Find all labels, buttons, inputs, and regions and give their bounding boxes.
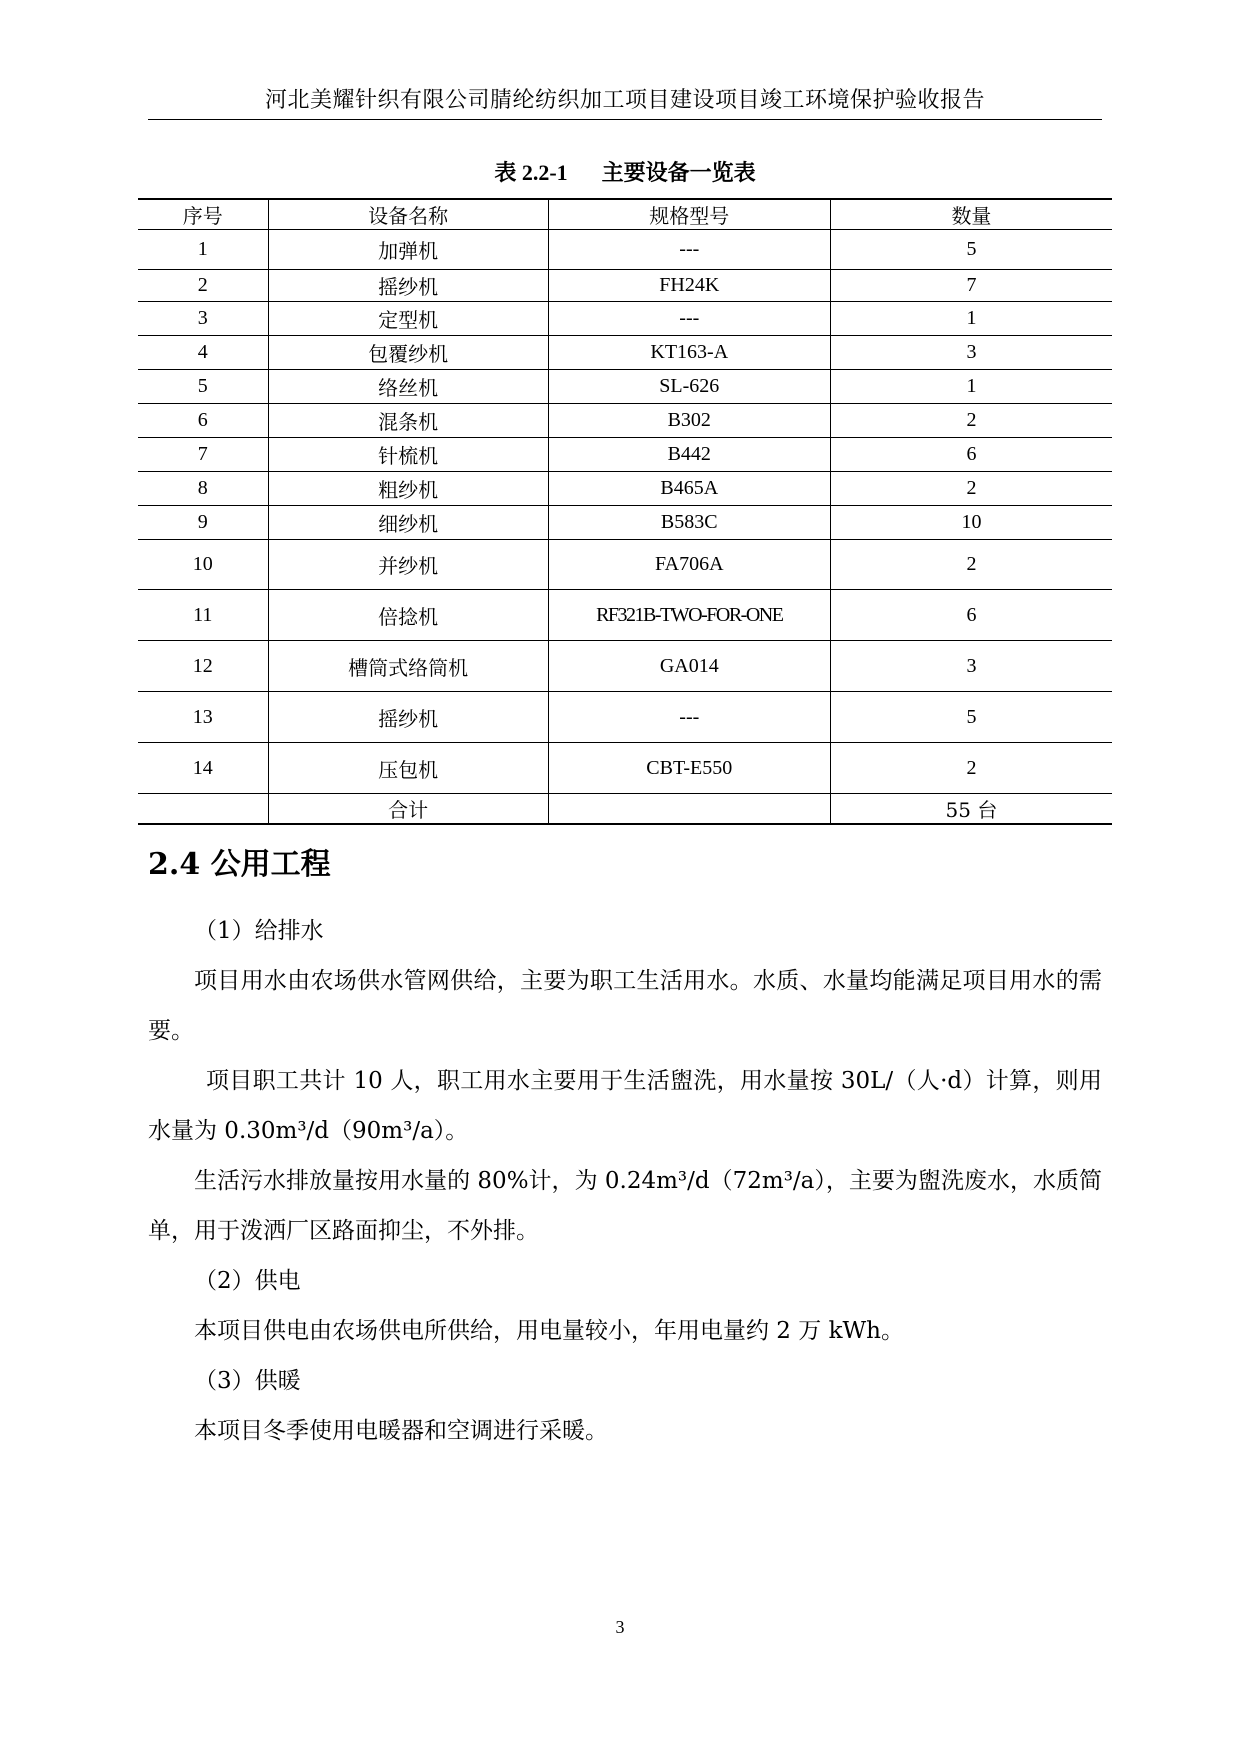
table-cell-model: --- bbox=[548, 302, 830, 336]
table-cell-name: 摇纱机 bbox=[268, 692, 548, 743]
table-cell-name: 络丝机 bbox=[268, 370, 548, 404]
table-cell-name: 槽筒式络筒机 bbox=[268, 641, 548, 692]
table-row bbox=[138, 336, 1112, 370]
table-cell-empty bbox=[548, 794, 830, 825]
equipment-table bbox=[138, 198, 1112, 825]
table-cell-quantity: 1 bbox=[830, 302, 1112, 336]
table-header-row bbox=[138, 199, 1112, 230]
table-cell-model: --- bbox=[548, 692, 830, 743]
table-row bbox=[138, 472, 1112, 506]
table-cell-quantity: 6 bbox=[830, 438, 1112, 472]
table-cell-quantity: 5 bbox=[830, 230, 1112, 270]
table-cell-name: 混条机 bbox=[268, 404, 548, 438]
column-header: 规格型号 bbox=[548, 199, 830, 230]
header-divider bbox=[148, 119, 1102, 120]
table-row bbox=[138, 506, 1112, 540]
table-cell-index: 6 bbox=[138, 404, 268, 438]
table-cell-index: 7 bbox=[138, 438, 268, 472]
table-cell-index: 8 bbox=[138, 472, 268, 506]
table-cell-quantity: 3 bbox=[830, 641, 1112, 692]
table-row bbox=[138, 438, 1112, 472]
table-cell-index: 14 bbox=[138, 743, 268, 794]
table-cell-quantity: 3 bbox=[830, 336, 1112, 370]
table-row bbox=[138, 230, 1112, 270]
table-cell-quantity: 10 bbox=[830, 506, 1112, 540]
table-cell-quantity: 2 bbox=[830, 540, 1112, 590]
table-cell-empty bbox=[138, 794, 268, 825]
table-cell-model: --- bbox=[548, 230, 830, 270]
table-row bbox=[138, 270, 1112, 302]
table-row bbox=[138, 404, 1112, 438]
table-cell-name: 粗纱机 bbox=[268, 472, 548, 506]
table-cell-name: 针梳机 bbox=[268, 438, 548, 472]
table-total-label: 合计 bbox=[268, 794, 548, 825]
table-row bbox=[138, 590, 1112, 641]
paragraph-water-supply: 项目用水由农场供水管网供给，主要为职工生活用水。水质、水量均能满足项目用水的需要。 bbox=[148, 968, 1102, 1044]
table-row bbox=[138, 302, 1112, 336]
table-caption-title: 主要设备一览表 bbox=[601, 160, 756, 186]
table-cell-index: 12 bbox=[138, 641, 268, 692]
table-cell-index: 13 bbox=[138, 692, 268, 743]
table-caption bbox=[138, 158, 1112, 188]
table-cell-index: 5 bbox=[138, 370, 268, 404]
page-header-title: 河北美耀针织有限公司腈纶纺织加工项目建设项目竣工环境保护验收报告 bbox=[264, 88, 985, 113]
table-cell-quantity: 2 bbox=[830, 743, 1112, 794]
table-cell-model: CBT-E550 bbox=[548, 743, 830, 794]
table-cell-name: 细纱机 bbox=[268, 506, 548, 540]
table-cell-name: 压包机 bbox=[268, 743, 548, 794]
table-cell-quantity: 2 bbox=[830, 404, 1112, 438]
table-cell-quantity: 1 bbox=[830, 370, 1112, 404]
table-cell-name: 倍捻机 bbox=[268, 590, 548, 641]
table-row bbox=[138, 692, 1112, 743]
table-cell-quantity: 5 bbox=[830, 692, 1112, 743]
table-cell-index: 9 bbox=[138, 506, 268, 540]
table-cell-model: GA014 bbox=[548, 641, 830, 692]
table-total-value: 55 台 bbox=[830, 794, 1112, 825]
table-row bbox=[138, 370, 1112, 404]
table-cell-quantity: 6 bbox=[830, 590, 1112, 641]
table-total-row bbox=[138, 794, 1112, 825]
table-cell-index: 4 bbox=[138, 336, 268, 370]
paragraph-wastewater: 生活污水排放量按用水量的 80%计，为 0.24m³/d（72m³/a），主要为盥洗废水，水质简单，用于泼洒厂区路面抑尘，不外排。 bbox=[148, 1168, 1102, 1244]
table-cell-index: 2 bbox=[138, 270, 268, 302]
table-cell-name: 摇纱机 bbox=[268, 270, 548, 302]
subheading-power: （2）供电 bbox=[194, 1268, 301, 1294]
table-cell-name: 并纱机 bbox=[268, 540, 548, 590]
table-cell-name: 定型机 bbox=[268, 302, 548, 336]
table-cell-model: SL-626 bbox=[548, 370, 830, 404]
table-cell-quantity: 2 bbox=[830, 472, 1112, 506]
table-cell-index: 11 bbox=[138, 590, 268, 641]
table-cell-index: 1 bbox=[138, 230, 268, 270]
table-cell-model: FA706A bbox=[548, 540, 830, 590]
table-cell-model: KT163-A bbox=[548, 336, 830, 370]
table-cell-model: B442 bbox=[548, 438, 830, 472]
table-row bbox=[138, 641, 1112, 692]
table-row bbox=[138, 743, 1112, 794]
table-cell-name: 包覆纱机 bbox=[268, 336, 548, 370]
table-cell-index: 3 bbox=[138, 302, 268, 336]
table-cell-name: 加弹机 bbox=[268, 230, 548, 270]
subheading-heating: （3）供暖 bbox=[194, 1368, 301, 1394]
column-header: 数量 bbox=[830, 199, 1112, 230]
paragraph-heating: 本项目冬季使用电暖器和空调进行采暖。 bbox=[194, 1418, 608, 1444]
table-cell-model: RF321B-TWO-FOR-ONE bbox=[548, 590, 830, 641]
paragraph-power-supply: 本项目供电由农场供电所供给，用电量较小，年用电量约 2 万 kWh。 bbox=[194, 1318, 904, 1344]
section-heading: 2.4 公用工程 bbox=[148, 847, 331, 882]
table-cell-quantity: 7 bbox=[830, 270, 1112, 302]
column-header: 设备名称 bbox=[268, 199, 548, 230]
table-cell-index: 10 bbox=[138, 540, 268, 590]
table-cell-model: FH24K bbox=[548, 270, 830, 302]
page-number: 3 bbox=[615, 1617, 625, 1637]
paragraph-water-usage: 项目职工共计 10 人，职工用水主要用于生活盥洗，用水量按 30L/（人·d）计算，则用水量为 0.30m³/d（90m³/a）。 bbox=[148, 1068, 1102, 1144]
table-cell-model: B583C bbox=[548, 506, 830, 540]
table-cell-model: B465A bbox=[548, 472, 830, 506]
table-row bbox=[138, 540, 1112, 590]
table-caption-number: 表 2.2-1 bbox=[494, 160, 568, 185]
column-header: 序号 bbox=[138, 199, 268, 230]
subheading-water: （1）给排水 bbox=[194, 918, 324, 944]
table-cell-model: B302 bbox=[548, 404, 830, 438]
